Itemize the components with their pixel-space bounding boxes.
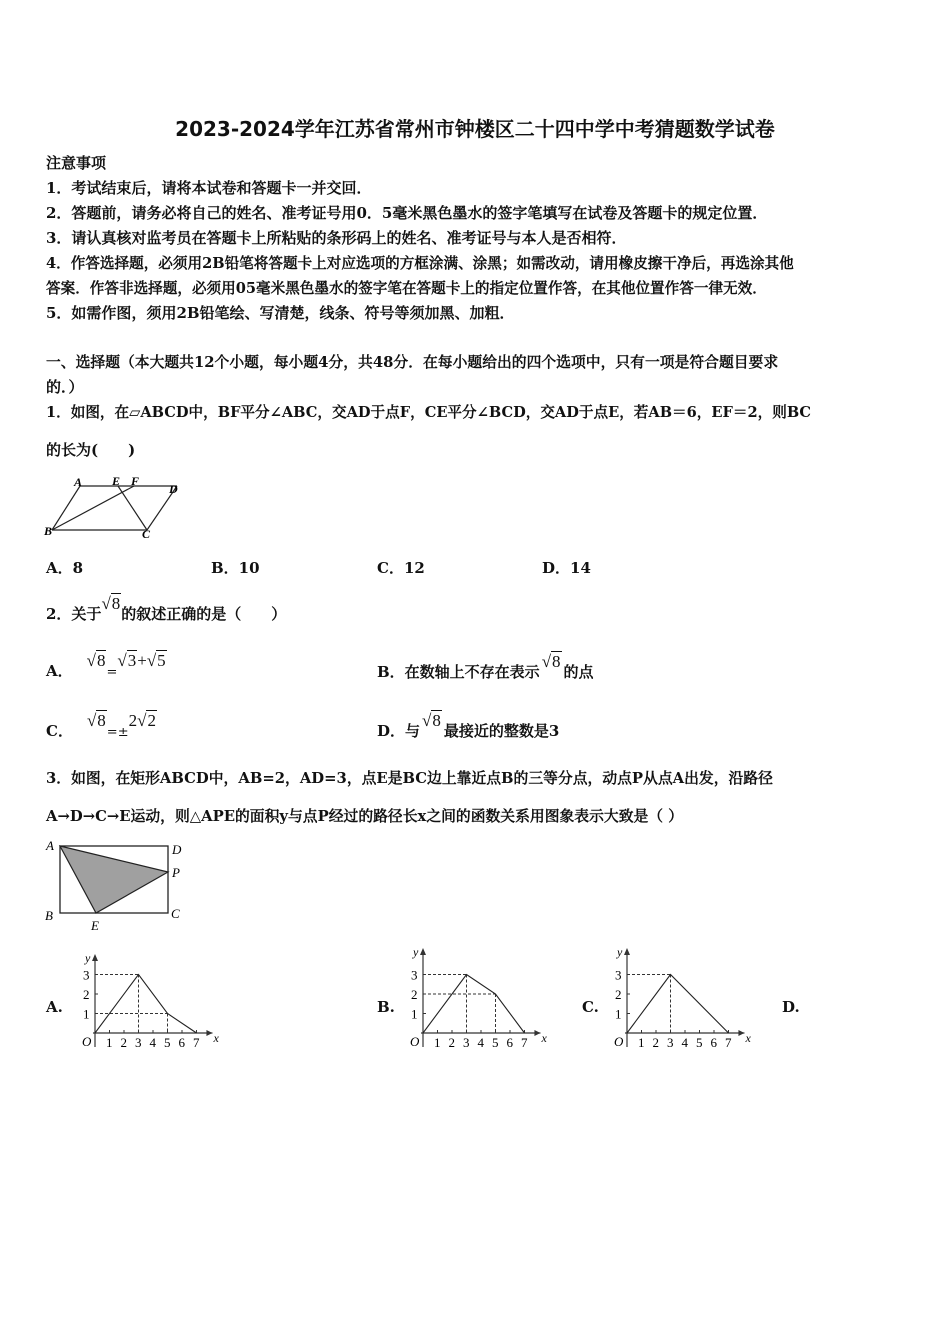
sqrt-2: √2	[137, 711, 156, 730]
label-P: P	[172, 865, 180, 880]
y-tick-label: 3	[411, 967, 418, 983]
page-title: 2023-2024学年江苏省常州市钟楼区二十四中学中考猜题数学试卷	[175, 117, 775, 141]
q3-graph-b	[406, 944, 556, 1050]
notice-item: 3．请认真核对监考员在答题卡上所粘贴的条形码上的姓名、准考证号与本人是否相符．	[46, 229, 627, 247]
y-tick-label: 1	[83, 1006, 90, 1022]
x-axis-label: x	[745, 1031, 751, 1045]
q2-text	[46, 594, 287, 624]
sqrt-8: √8	[101, 594, 121, 613]
q2-option-a: A．√8=√3+√5	[46, 651, 166, 680]
function-line	[95, 975, 197, 1034]
q2-option-d: D．与√8最接近的整数是3	[377, 711, 560, 740]
y-axis-arrow	[92, 954, 98, 961]
q1-option-b: B．10	[211, 559, 260, 577]
label-E: E	[112, 474, 121, 488]
sqrt-8: √8	[86, 651, 106, 670]
label-D: D	[172, 842, 182, 857]
q2-option-c: C．√8=±2√2	[46, 711, 156, 740]
x-axis-arrow	[738, 1030, 744, 1036]
q1-option-a: A．8	[46, 559, 84, 577]
q1-parallelogram-figure	[42, 472, 192, 542]
notice-item: 5．如需作图，须用2B铅笔绘、写清楚，线条、符号等须加黑、加粗．	[46, 304, 515, 322]
notice-heading: 注意事项	[46, 154, 107, 172]
y-axis-arrow	[420, 948, 426, 955]
x-tick-label: 4	[149, 1035, 156, 1050]
y-tick-label: 1	[615, 1006, 622, 1022]
origin-label: O	[82, 1034, 92, 1049]
x-tick-label: 4	[477, 1035, 484, 1050]
y-tick-label: 1	[411, 1006, 418, 1022]
x-tick-label: 6	[506, 1035, 513, 1050]
x-tick-label: 1	[106, 1035, 113, 1050]
label-C: C	[171, 906, 180, 921]
q1-text: 1．如图，在▱ABCD中，BF平分∠ABC，交AD于点F，CE平分∠BCD，交AD于点E，若AB＝6，EF＝2，则BC	[46, 404, 812, 421]
q3-text-cont: A→D→C→E运动，则△APE的面积y与点P经过的路径长x之间的函数关系用图象表示大致是（ ）	[46, 808, 684, 825]
y-tick-label: 3	[615, 967, 622, 983]
x-tick-label: 2	[652, 1035, 659, 1050]
x-tick-label: 6	[178, 1035, 185, 1050]
section-heading-cont: 的．）	[46, 378, 84, 396]
label-E: E	[91, 918, 99, 933]
label-F: F	[131, 474, 140, 488]
x-tick-label: 2	[120, 1035, 127, 1050]
q2-suffix: 的叙述正确的是（ ）	[121, 605, 287, 623]
x-axis-label: x	[213, 1031, 219, 1045]
y-axis-arrow	[624, 948, 630, 955]
function-line	[627, 975, 729, 1034]
q2-prefix: 2．关于	[46, 605, 102, 623]
x-tick-label: 5	[492, 1035, 499, 1050]
sqrt-8: √8	[541, 652, 561, 671]
label-A: A	[46, 838, 54, 853]
label-C: C	[142, 527, 151, 541]
notice-item: 2．答题前，请务必将自己的姓名、准考证号用0．5毫米黑色墨水的签字笔填写在试卷及答题卡的规定位置．	[46, 204, 768, 222]
label-B: B	[45, 908, 53, 923]
x-tick-label: 5	[696, 1035, 703, 1050]
q3-option-d-label: D.	[782, 998, 800, 1016]
x-tick-label: 3	[135, 1035, 142, 1050]
x-axis-arrow	[534, 1030, 540, 1036]
origin-label: O	[614, 1034, 624, 1049]
sqrt-8: √8	[86, 711, 106, 730]
x-tick-label: 7	[725, 1035, 732, 1050]
x-tick-label: 7	[193, 1035, 200, 1050]
q3-graph-a	[78, 950, 228, 1050]
sqrt-8: √8	[422, 711, 441, 730]
x-tick-label: 2	[448, 1035, 455, 1050]
notice-item: 1．考试结束后，请将本试卷和答题卡一并交回．	[46, 179, 372, 197]
origin-label: O	[410, 1034, 420, 1049]
function-line	[423, 975, 525, 1034]
x-tick-label: 3	[667, 1035, 674, 1050]
x-tick-label: 7	[521, 1035, 528, 1050]
q3-text: 3．如图，在矩形ABCD中，AB=2，AD=3，点E是BC边上靠近点B的三等分点，动点P从点A出发，沿路径	[46, 770, 773, 787]
x-axis-label: x	[541, 1031, 547, 1045]
y-axis-label: y	[413, 945, 419, 959]
q1-option-d: D．14	[542, 559, 591, 577]
label-A: A	[74, 475, 83, 489]
y-axis-label: y	[85, 951, 91, 965]
q1-option-c: C．12	[377, 559, 425, 577]
section-heading: 一、选择题（本大题共12个小题，每小题4分，共48分．在每小题给出的四个选项中，只有一项是符合题目要求	[46, 354, 779, 371]
y-tick-label: 2	[411, 987, 418, 1002]
notice-item: 4．作答选择题，必须用2B铅笔将答题卡上对应选项的方框涂满、涂黑；如需改动，请用橡皮擦干净后，再选涂其他	[46, 255, 794, 272]
x-axis-arrow	[206, 1030, 212, 1036]
q3-rectangle-figure	[42, 838, 192, 933]
sqrt-3: √3	[117, 651, 137, 670]
y-tick-label: 2	[615, 987, 622, 1002]
q1-text-cont: 的长为( )	[46, 441, 136, 459]
q3-option-c-label: C.	[582, 998, 599, 1016]
label-D: D	[169, 482, 178, 496]
x-tick-label: 3	[463, 1035, 470, 1050]
x-tick-label: 5	[164, 1035, 171, 1050]
y-tick-label: 2	[83, 987, 90, 1002]
x-tick-label: 4	[681, 1035, 688, 1050]
label-B: B	[44, 524, 53, 538]
y-tick-label: 3	[83, 967, 90, 983]
q3-graph-c	[610, 944, 760, 1050]
q3-option-b-label: B.	[377, 998, 395, 1016]
q2-option-b: B．在数轴上不存在表示√8的点	[377, 652, 594, 681]
sqrt-5: √5	[146, 651, 166, 670]
x-tick-label: 6	[710, 1035, 717, 1050]
y-axis-label: y	[617, 945, 623, 959]
q3-option-a-label: A.	[46, 998, 63, 1016]
notice-item: 答案．作答非选择题，必须用05毫米黑色墨水的签字笔在答题卡上的指定位置作答，在其他位置作答一律无效．	[46, 280, 767, 297]
x-tick-label: 1	[434, 1035, 441, 1050]
x-tick-label: 1	[638, 1035, 645, 1050]
